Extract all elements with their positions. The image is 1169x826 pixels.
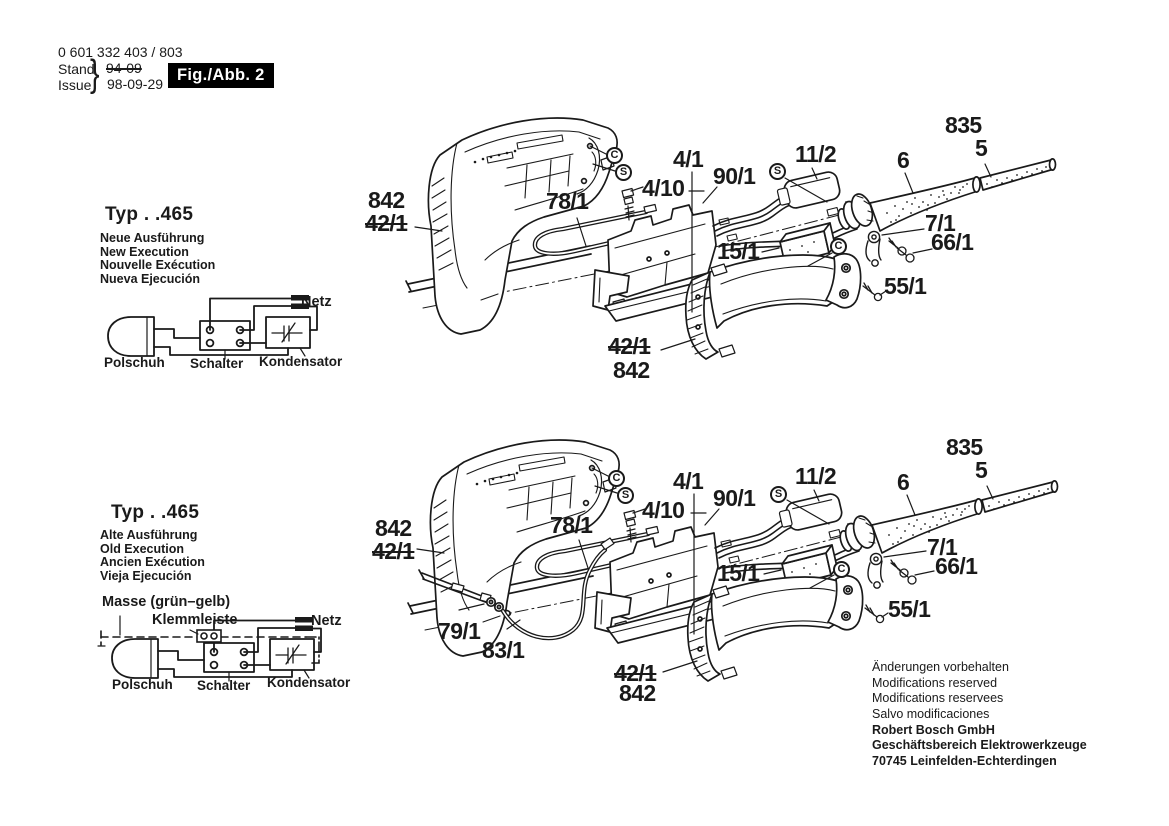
callout-6-lower: 6 xyxy=(897,469,910,495)
variant-list-new xyxy=(100,232,215,287)
callout-78-1-lower: 78/1 xyxy=(550,512,593,538)
variant-line: Vieja Ejecución xyxy=(100,569,192,584)
issue-label: Issue xyxy=(58,77,92,93)
callout-4-10-lower: 4/10 xyxy=(642,497,685,523)
circle-s-marker2-upper: S xyxy=(769,163,786,180)
circle-s-marker-lower: S xyxy=(617,487,634,504)
company-address xyxy=(872,723,1087,769)
circle-s-marker-upper: S xyxy=(615,164,632,181)
kondensator-label-new: Kondensator xyxy=(259,354,343,369)
klemmleiste-label: Klemmleiste xyxy=(152,612,238,628)
schalter-label-old: Schalter xyxy=(197,678,251,693)
callout-7-1-upper: 7/1 xyxy=(925,210,956,236)
callout-835-lower: 835 xyxy=(946,434,983,460)
callout-42-1b-lower: 42/1 xyxy=(614,660,657,686)
wiring-schematic-new xyxy=(108,295,317,359)
date-brace: } xyxy=(90,53,100,95)
variant-line: Nueva Ejecución xyxy=(100,272,201,287)
part-number: 0 601 332 403 / 803 xyxy=(58,44,183,60)
kondensator-label-old: Kondensator xyxy=(267,675,351,690)
note-line: Modifications reservees xyxy=(872,691,1004,706)
callout-55-1-upper: 55/1 xyxy=(884,273,927,299)
netz-label-old: Netz xyxy=(311,613,342,629)
callout-5-lower: 5 xyxy=(975,457,988,483)
issue-value: 98-09-29 xyxy=(107,76,164,92)
variant-line: Alte Ausführung xyxy=(100,528,198,542)
variant-line: New Execution xyxy=(100,244,189,259)
callout-90-1-upper: 90/1 xyxy=(713,163,756,189)
company-line: 70745 Leinfelden-Echterdingen xyxy=(872,753,1057,768)
callout-11-2-upper: 11/2 xyxy=(795,141,837,167)
masse-label: Masse (grün–gelb) xyxy=(102,594,231,610)
variant-line: Nouvelle Exécution xyxy=(100,258,216,273)
figure-label-box: Fig./Abb. 2 xyxy=(168,63,274,88)
callout-11-2-lower: 11/2 xyxy=(795,463,837,489)
callout-842-lower: 842 xyxy=(375,515,412,541)
callout-66-1-lower: 66/1 xyxy=(935,553,978,579)
note-line: Änderungen vorbehalten xyxy=(872,660,1009,674)
schalter-label-new: Schalter xyxy=(190,356,244,371)
circle-c-marker-lower: C xyxy=(608,470,625,487)
callout-6-upper: 6 xyxy=(897,147,910,173)
company-line: Geschäftsbereich Elektrowerkzeuge xyxy=(872,738,1087,753)
callout-66-1-upper: 66/1 xyxy=(931,229,974,255)
callout-79-1-lower: 79/1 xyxy=(438,618,481,644)
typ-heading-old: Typ . .465 xyxy=(111,502,200,523)
note-line: Salvo modificaciones xyxy=(872,707,990,722)
callout-55-1-lower: 55/1 xyxy=(888,596,931,622)
variant-line: Neue Ausführung xyxy=(100,231,205,245)
callout-42-1-lower: 42/1 xyxy=(372,538,415,564)
callout-42-1-upper: 42/1 xyxy=(365,210,408,236)
circle-c-marker2-upper: C xyxy=(830,238,847,255)
callout-4-1-lower: 4/1 xyxy=(673,468,704,494)
callout-4-1-upper: 4/1 xyxy=(673,146,704,172)
polschuh-label-new: Polschuh xyxy=(104,355,165,370)
netz-label-new: Netz xyxy=(301,294,332,310)
circle-c-marker2-lower: C xyxy=(833,561,850,578)
callout-842b-upper: 842 xyxy=(613,357,650,383)
note-line: Modifications reserved xyxy=(872,675,998,690)
stand-label: Stand xyxy=(58,61,95,77)
variant-line: Ancien Exécution xyxy=(100,555,205,570)
callout-4-10-upper: 4/10 xyxy=(642,175,685,201)
company-line: Robert Bosch GmbH xyxy=(872,723,995,737)
callout-15-1-lower: 15/1 xyxy=(717,560,760,586)
variant-list-old xyxy=(100,529,205,584)
callout-78-1-upper: 78/1 xyxy=(546,188,589,214)
callout-90-1-lower: 90/1 xyxy=(713,485,756,511)
callout-15-1-upper: 15/1 xyxy=(717,238,760,264)
callout-842-upper: 842 xyxy=(368,187,405,213)
stand-old-value: 94-09 xyxy=(106,60,142,76)
variant-line: Old Execution xyxy=(100,541,185,556)
callout-842b-lower: 842 xyxy=(619,680,656,706)
polschuh-label-old: Polschuh xyxy=(112,677,173,692)
circle-s-marker2-lower: S xyxy=(770,486,787,503)
circle-c-marker-upper: C xyxy=(606,147,623,164)
modification-notes xyxy=(872,660,1009,723)
callout-5-upper: 5 xyxy=(975,135,988,161)
callout-83-1-lower: 83/1 xyxy=(482,637,525,663)
callout-42-1b-upper: 42/1 xyxy=(608,333,651,359)
callout-835-upper: 835 xyxy=(945,112,982,138)
callout-7-1-lower: 7/1 xyxy=(927,534,958,560)
typ-heading-new: Typ . .465 xyxy=(105,204,194,225)
